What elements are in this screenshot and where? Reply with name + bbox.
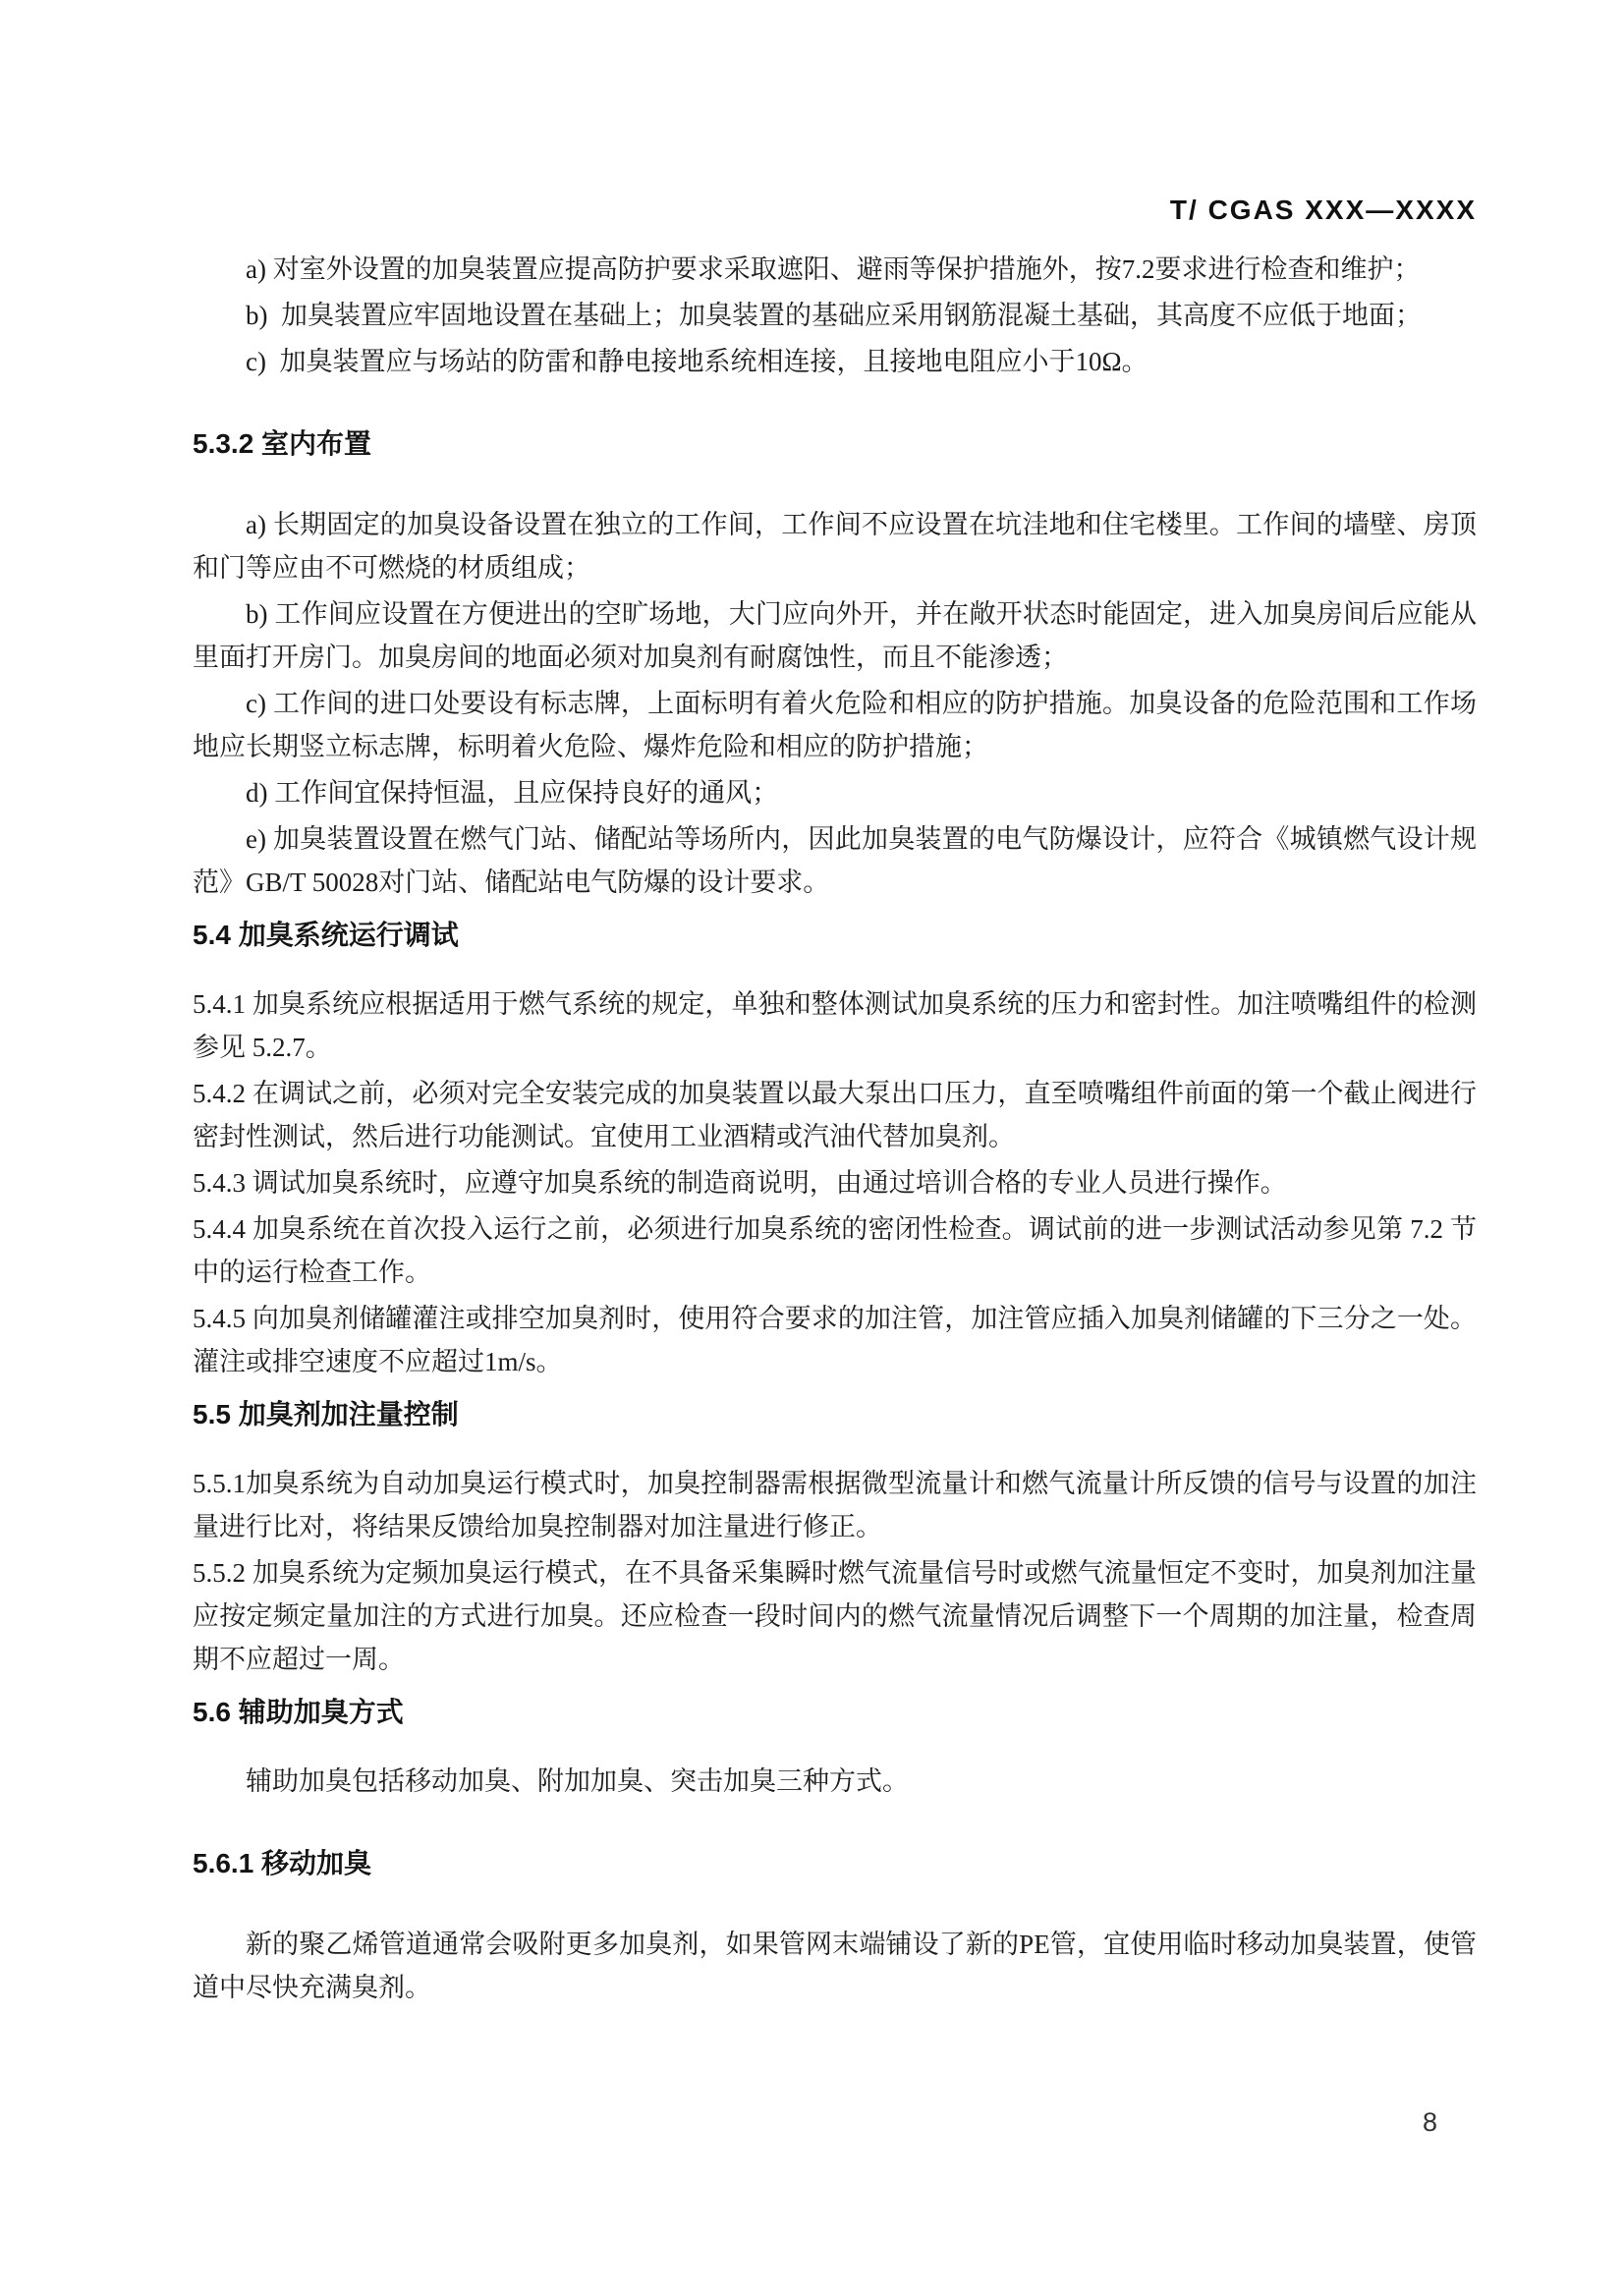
list-item-paragraph: d) 工作间宜保持恒温，且应保持良好的通风； [246, 778, 779, 808]
section-heading: 5.6 辅助加臭方式 [193, 1697, 404, 1727]
section-heading: 5.4 加臭系统运行调试 [193, 920, 459, 950]
list-item-paragraph: b) 工作间应设置在方便进出的空旷场地，大门应向外开，并在敞开状态时能固定，进入加臭房间后应能从里面打开房门。加臭房间的地面必须对加臭剂有耐腐蚀性，而且不能渗透； [193, 599, 1477, 672]
document-body [193, 248, 1477, 2009]
list-item-paragraph: b) 加臭装置应牢固地设置在基础上；加臭装置的基础应采用钢筋混凝土基础，其高度不应低于地面； [246, 301, 1422, 330]
list-item-paragraph: c) 加臭装置应与场站的防雷和静电接地系统相连接，且接地电阻应小于10Ω。 [246, 347, 1148, 376]
clause-paragraph: 5.4.1 加臭系统应根据适用于燃气系统的规定，单独和整体测试加臭系统的压力和密封性。加注喷嘴组件的检测参见 5.2.7。 [193, 989, 1477, 1062]
page-number: 8 [1423, 2107, 1438, 2137]
document-content [193, 195, 1477, 2012]
clause-paragraph: 5.4.3 调试加臭系统时，应遵守加臭系统的制造商说明，由通过培训合格的专业人员进行操作。 [193, 1168, 1287, 1198]
clause-paragraph: 5.5.2 加臭系统为定频加臭运行模式，在不具备采集瞬时燃气流量信号时或燃气流量恒定不变时，加臭剂加注量应按定频定量加注的方式进行加臭。还应检查一段时间内的燃气流量情况后调整下一个周期的加注量，检查周期不应超过一周。 [193, 1558, 1477, 1674]
paragraph: 新的聚乙烯管道通常会吸附更多加臭剂，如果管网末端铺设了新的PE管，宜使用临时移动加臭装置，使管道中尽快充满臭剂。 [193, 1930, 1477, 2002]
list-item-paragraph: a) 对室外设置的加臭装置应提高防护要求采取遮阳、避雨等保护措施外，按7.2要求进行检查和维护； [246, 254, 1421, 284]
section-heading: 5.6.1 移动加臭 [193, 1848, 372, 1878]
section-heading: 5.3.2 室内布置 [193, 428, 372, 459]
clause-paragraph: 5.4.4 加臭系统在首次投入运行之前，必须进行加臭系统的密闭性检查。调试前的进一步测试活动参见第 7.2 节中的运行检查工作。 [193, 1214, 1477, 1287]
clause-paragraph: 5.4.2 在调试之前，必须对完全安装完成的加臭装置以最大泵出口压力，直至喷嘴组件前面的第一个截止阀进行密封性测试，然后进行功能测试。宜使用工业酒精或汽油代替加臭剂。 [193, 1079, 1477, 1151]
list-item-paragraph: e) 加臭装置设置在燃气门站、储配站等场所内，因此加臭装置的电气防爆设计，应符合《城镇燃气设计规范》GB/T 50028对门站、储配站电气防爆的设计要求。 [193, 824, 1477, 897]
standard-number-header: T/ CGAS XXX—XXXX [1169, 195, 1477, 225]
section-heading: 5.5 加臭剂加注量控制 [193, 1399, 459, 1429]
clause-paragraph: 5.4.5 向加臭剂储罐灌注或排空加臭剂时，使用符合要求的加注管，加注管应插入加臭剂储罐的下三分之一处。灌注或排空速度不应超过1m/s。 [193, 1304, 1477, 1376]
list-item-paragraph: a) 长期固定的加臭设备设置在独立的工作间，工作间不应设置在坑洼地和住宅楼里。工作间的墙壁、房顶和门等应由不可燃烧的材质组成； [193, 510, 1477, 583]
list-item-paragraph: c) 工作间的进口处要设有标志牌，上面标明有着火危险和相应的防护措施。加臭设备的危险范围和工作场地应长期竖立标志牌，标明着火危险、爆炸危险和相应的防护措施； [193, 689, 1477, 761]
paragraph: 辅助加臭包括移动加臭、附加加臭、突击加臭三种方式。 [246, 1766, 909, 1796]
clause-paragraph: 5.5.1加臭系统为自动加臭运行模式时，加臭控制器需根据微型流量计和燃气流量计所反馈的信号与设置的加注量进行比对，将结果反馈给加臭控制器对加注量进行修正。 [193, 1469, 1477, 1541]
